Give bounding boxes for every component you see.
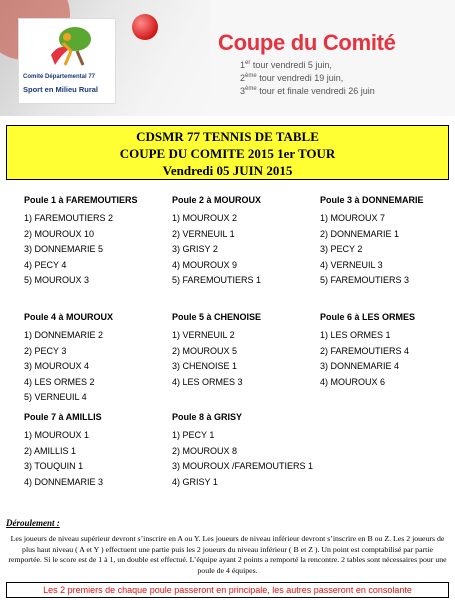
header-banner	[0, 0, 455, 116]
pool-team: 4) PECY 4	[24, 259, 67, 270]
pool-team: 2) MOUROUX 8	[172, 445, 238, 456]
pool-team: 1) VERNEUIL 2	[172, 330, 235, 340]
pool-title: Poule 1 à FAREMOUTIERS	[24, 195, 138, 205]
pool-team: 4) LES ORMES 3	[172, 376, 243, 387]
pool-team: 4) LES ORMES 2	[24, 376, 95, 387]
pool-title: Poule 2 à MOUROUX	[172, 195, 262, 205]
logo-caption: Comité Départemental 77	[23, 74, 96, 80]
pool-5	[172, 312, 317, 390]
pool-team: 5) VERNEUIL 4	[24, 392, 87, 402]
pool-title: Poule 6 à LES ORMES	[320, 312, 416, 322]
pool-team: 1) FAREMOUTIERS 2	[24, 213, 114, 223]
pool-team: 3) TOUQUIN 1	[24, 461, 84, 471]
pool-team: 4) MOUROUX 6	[320, 376, 386, 387]
pool-team: 4) VERNEUIL 3	[320, 259, 383, 270]
pool-team: 5) MOUROUX 3	[24, 275, 90, 285]
deroulement-heading: Déroulement :	[6, 518, 60, 528]
pool-team: 3) MOUROUX 4	[24, 361, 90, 371]
pool-team: 3) CHENOISE 1	[172, 361, 238, 371]
pool-team: 2) DONNEMARIE 1	[320, 228, 400, 239]
pool-title: Poule 3 à DONNEMARIE	[320, 195, 424, 205]
pool-team: 1) DONNEMARIE 2	[24, 330, 104, 340]
pool-7	[24, 412, 169, 490]
document-title-box	[6, 125, 449, 180]
tour-line: 3ème tour et finale vendredi 26 juin	[240, 86, 375, 96]
pool-team: 3) DONNEMARIE 5	[24, 244, 104, 254]
pool-team: 2) VERNEUIL 1	[172, 228, 235, 239]
pool-title: Poule 4 à MOUROUX	[24, 312, 114, 322]
pool-team: 4) MOUROUX 9	[172, 259, 238, 270]
pool-team: 3) DONNEMARIE 4	[320, 361, 400, 371]
pool-team: 1) MOUROUX 7	[320, 213, 386, 223]
pool-team: 3) MOUROUX /FAREMOUTIERS 1	[172, 461, 314, 471]
title-line: CDSMR 77 TENNIS DE TABLE	[136, 129, 319, 144]
title-line: Vendredi 05 JUIN 2015	[162, 163, 293, 178]
pool-8	[172, 412, 317, 490]
pool-title: Poule 5 à CHENOISE	[172, 312, 262, 322]
pool-6	[320, 312, 455, 390]
pool-3	[320, 195, 455, 289]
committee-logo	[18, 18, 116, 104]
tour-line: 1er tour vendredi 5 juin,	[240, 60, 332, 70]
pool-title: Poule 7 à AMILLIS	[24, 412, 102, 422]
tour-schedule	[240, 58, 375, 97]
pool-team: 1) LES ORMES 1	[320, 330, 391, 340]
pool-4	[24, 312, 169, 406]
cup-title: Coupe du Comité	[218, 30, 396, 55]
pool-team: 3) PECY 2	[320, 244, 363, 254]
qualification-note: Les 2 premiers de chaque poule passeront en principale, les autres passeront en consolante	[6, 582, 449, 598]
pool-team: 4) DONNEMARIE 3	[24, 476, 104, 487]
deroulement-text: Les joueurs de niveau supérieur devront s’inscrire en A ou Y. Les joueurs de niveau inférieur devront s’inscrire en B ou Z. Les 2 joueurs de plus haut niveau ( A et Y ) effectuent une partie puis les 2 joueurs du niveau inférieur ( B et Z ). Un point est comptabilisé par partie remportée. Si le score est de 1 à 1, un double est effectué. L’équipe ayant 2 points a remporté la rencontre. 2 tables sont nécessaires pour une poule de 4 équipes.	[8, 534, 447, 575]
pool-team: 2) FAREMOUTIERS 4	[320, 345, 410, 356]
pool-team: 3) GRISY 2	[172, 244, 218, 254]
pool-2	[172, 195, 317, 289]
logo-runner-icon	[41, 25, 95, 69]
pool-team: 2) MOUROUX 10	[24, 228, 95, 239]
ping-pong-ball-image	[132, 14, 158, 40]
pool-team: 1) PECY 1	[172, 430, 215, 440]
pool-team: 4) GRISY 1	[172, 476, 218, 487]
tour-line: 2ème tour vendredi 19 juin,	[240, 73, 344, 83]
pool-1	[24, 195, 169, 289]
pool-team: 5) FAREMOUTIERS 1	[172, 275, 262, 285]
pool-team: 2) PECY 3	[24, 345, 67, 356]
pool-team: 2) AMILLIS 1	[24, 445, 77, 456]
pool-team: 5) FAREMOUTIERS 3	[320, 275, 410, 285]
pool-team: 1) MOUROUX 2	[172, 213, 238, 223]
logo-tagline: Sport en Milieu Rural	[23, 85, 99, 94]
pool-team: 2) MOUROUX 5	[172, 345, 238, 356]
pool-team: 1) MOUROUX 1	[24, 430, 90, 440]
pool-title: Poule 8 à GRISY	[172, 412, 243, 422]
title-line: COUPE DU COMITE 2015 1er TOUR	[119, 146, 336, 161]
